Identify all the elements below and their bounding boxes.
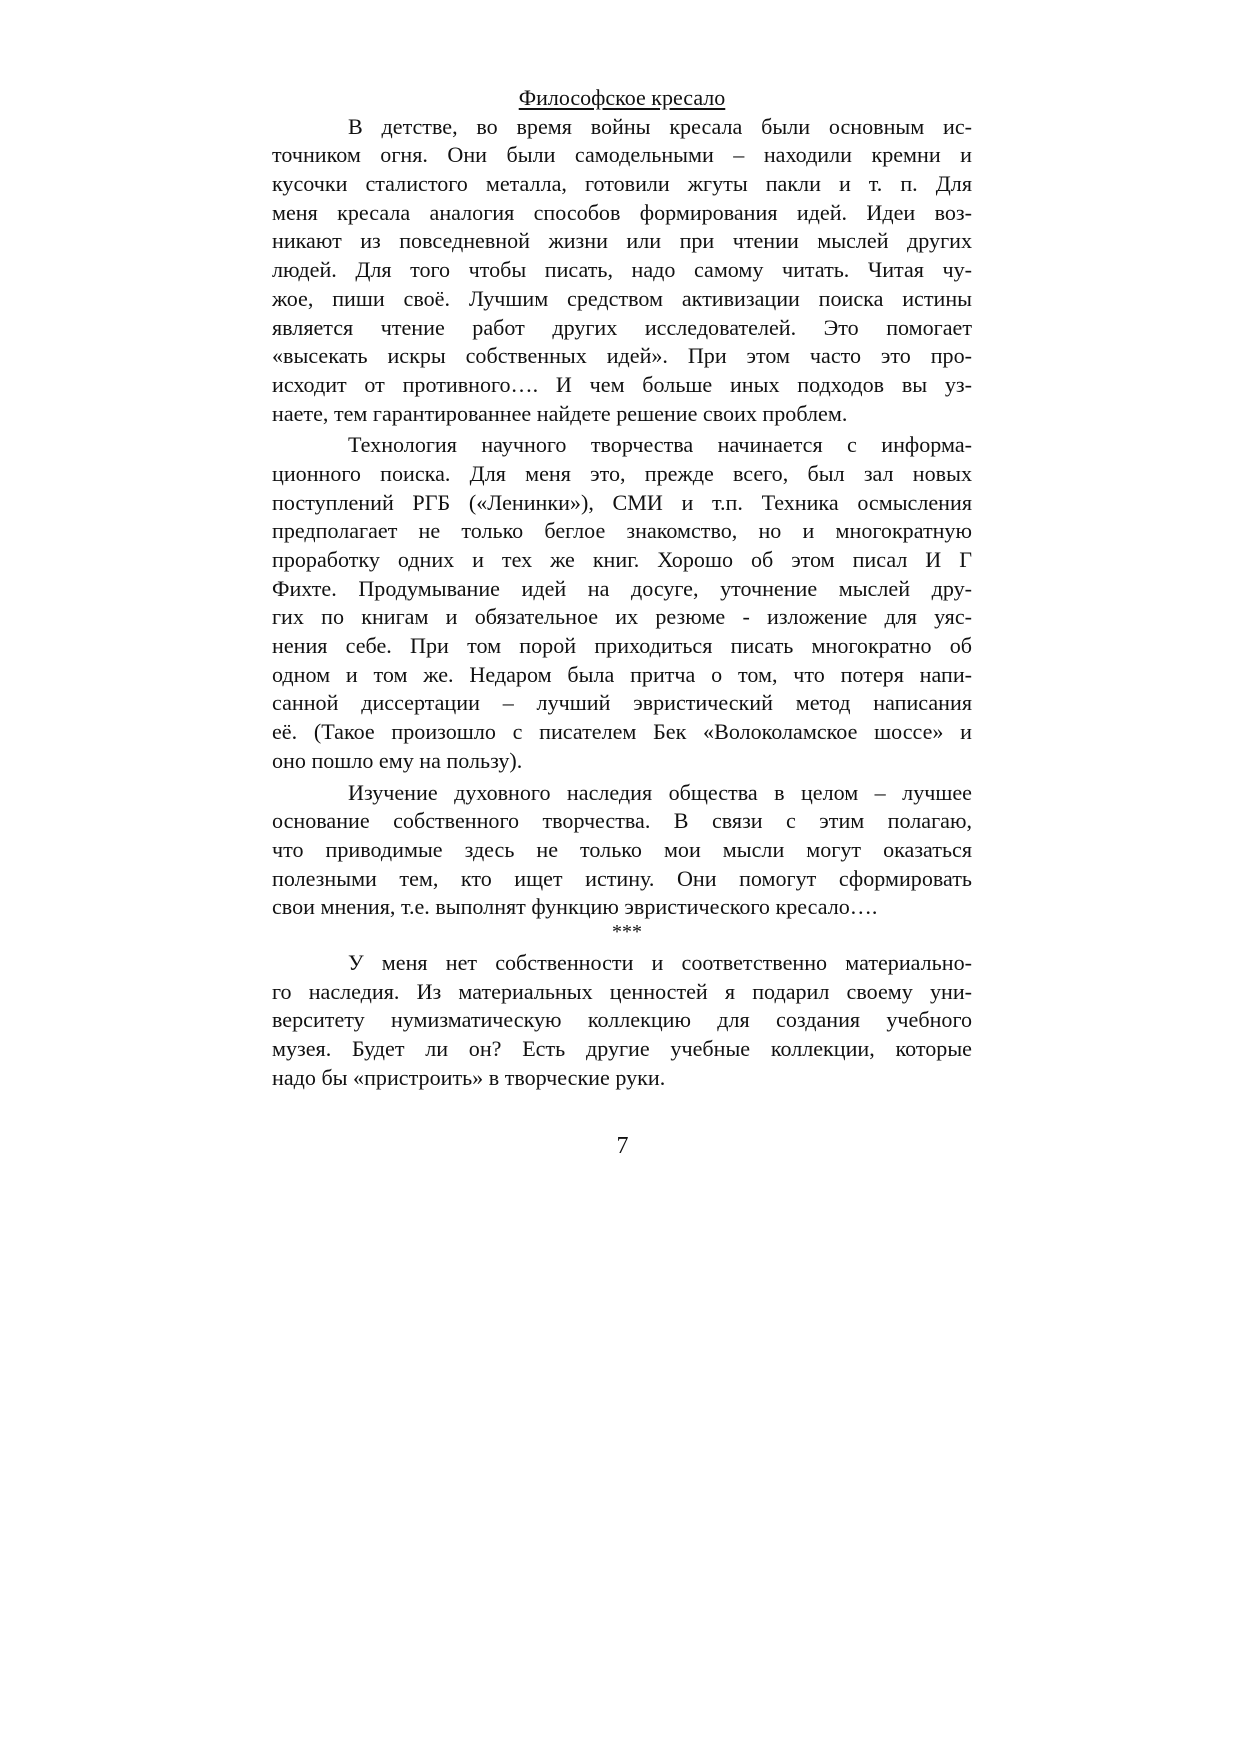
text-line: кусочки сталистого металла, готовили жгуты пакли и т. п. Для [272,171,972,197]
text-line: проработку одних и тех же книг. Хорошо об этом писал И Г [272,547,972,573]
text-line: её. (Такое произошло с писателем Бек «Волоколамское шоссе» и [272,719,972,745]
text-line: «высекать искры собственных идей». При этом часто это про- [272,343,972,369]
text-line: полезными тем, кто ищет истину. Они помогут сформировать [272,865,972,891]
text-line: Технология научного творчества начинается с информа- [348,432,972,458]
text-line: жое, пиши своё. Лучшим средством активизации поиска истины [272,285,972,311]
text-line: меня кресала аналогия способов формирования идей. Идеи воз- [272,199,972,225]
document-page [272,84,972,1092]
text-line: предполагает не только беглое знакомство, но и многократную [272,518,972,544]
text-line: верситету нумизматическую коллекцию для создания учебного [272,1007,972,1033]
page-number [0,1131,1241,1161]
page-number-text: 7 [616,1133,629,1159]
paragraph-childhood [272,113,972,429]
text-line: точником огня. Они были самодельными – находили кремни и [272,142,972,168]
text-line: нения себе. При том порой приходиться писать многократно об [272,633,972,659]
text-line: исходит от противного…. И чем больше иных подходов вы уз- [272,371,972,397]
text-line: У меня нет собственности и соответственно материально- [348,949,972,975]
paragraph-property [272,949,972,1092]
text-line: Фихте. Продумывание идей на досуге, уточнение мыслей дру- [272,575,972,601]
text-line: наете, тем гарантированнее найдете решение своих проблем. [272,400,848,426]
text-line: является чтение работ других исследователей. Это помогает [272,314,972,340]
text-line: основание собственного творчества. В связи с этим полагаю, [272,808,972,834]
text-line: одном и том же. Недаром была притча о том, что потеря напи- [272,661,972,687]
text-line: гих по книгам и обязательное их резюме - изложение для уяс- [272,604,972,630]
text-line: музея. Будет ли он? Есть другие учебные коллекции, которые [272,1036,972,1062]
text-line: никают из повседневной жизни или при чтении мыслей других [272,228,972,254]
paragraph-technology [272,431,972,775]
text-line: надо бы «пристроить» в творческие руки. [272,1064,666,1090]
text-line: поступлений РГБ («Ленинки»), СМИ и т.п. Техника осмысления [272,489,972,515]
text-line: го наследия. Из материальных ценностей я подарил своему уни- [272,978,972,1004]
text-line: людей. Для того чтобы писать, надо самому читать. Читая чу- [272,257,972,283]
text-line: ционного поиска. Для меня это, прежде всего, был зал новых [272,460,972,486]
text-line: оно пошло ему на пользу). [272,747,523,773]
document-title: Философское кресало [518,85,726,110]
paragraph-heritage [272,779,972,922]
text-line: санной диссертации – лучший эвристический метод написания [272,690,972,716]
text-line: В детстве, во время войны кресала были основным ис- [348,113,972,139]
section-separator: *** [612,920,642,943]
text-line: свои мнения, т.е. выполнят функцию эвристического кресало…. [272,894,878,920]
text-line: что приводимые здесь не только мои мысли могут оказаться [272,836,972,862]
text-line: Изучение духовного наследия общества в целом – лучшее [348,779,972,805]
